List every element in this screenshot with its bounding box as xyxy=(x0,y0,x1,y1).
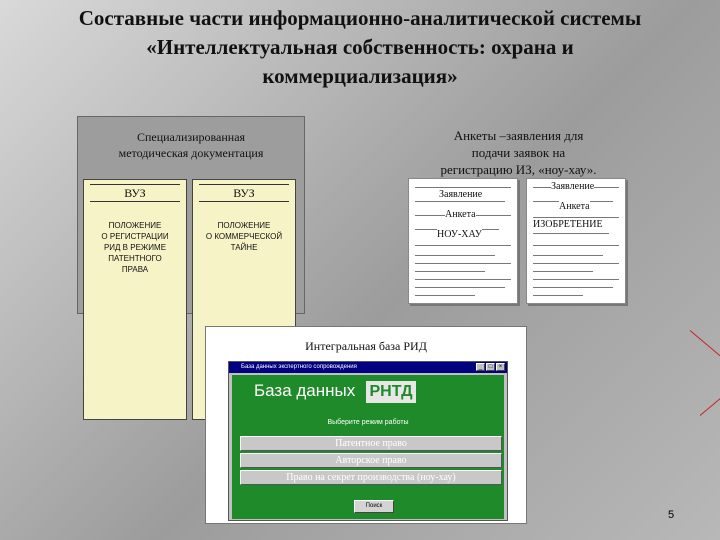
slide-title xyxy=(20,4,700,91)
documentation-panel xyxy=(77,116,305,314)
form-label-type: ИЗОБРЕТЕНИЕ xyxy=(533,219,603,230)
document-description-line: О КОММЕРЧЕСКОЙ xyxy=(205,232,283,241)
document-description-line: О РЕГИСТРАЦИИ xyxy=(101,232,169,241)
forms-title-line: подачи заявок на xyxy=(471,145,566,160)
documentation-title-line: методическая документация xyxy=(118,146,264,160)
mode-prompt: Выберите режим работы xyxy=(327,419,409,426)
document-university-label: ВУЗ xyxy=(199,184,289,202)
slide-title-line: коммерциализация» xyxy=(262,64,458,88)
document-regulation-patent[interactable] xyxy=(83,179,187,420)
document-description-line: ПРАВА xyxy=(121,265,149,274)
forms-panel-title xyxy=(406,127,631,178)
form-know-how[interactable] xyxy=(408,178,518,304)
database-badge: РНТД xyxy=(366,381,416,403)
database-main-area xyxy=(232,375,504,519)
forms-title-line: Анкеты –заявления для xyxy=(453,128,584,143)
form-label-type: НОУ-ХАУ xyxy=(437,229,482,240)
slide-title-line: «Интеллектуальная собственность: охрана и xyxy=(146,35,574,59)
mode-option-copyright[interactable]: Авторское право xyxy=(240,453,502,468)
document-description-line: ПОЛОЖЕНИЕ xyxy=(108,221,162,230)
mode-option-know-how[interactable]: Право на секрет производства (ноу-хау) xyxy=(240,470,502,485)
database-window xyxy=(228,361,508,521)
close-icon[interactable]: × xyxy=(496,363,505,371)
page-number: 5 xyxy=(668,509,675,521)
document-university-label: ВУЗ xyxy=(90,184,180,202)
document-description-line: ТАЙНЕ xyxy=(230,243,258,252)
document-description-line: РИД В РЕЖИМЕ xyxy=(103,243,167,252)
window-title: База данных экспертного сопровождения xyxy=(241,364,357,370)
mode-option-patent[interactable]: Патентное право xyxy=(240,436,502,451)
form-label-questionnaire: Анкета xyxy=(559,201,590,212)
maximize-icon[interactable]: □ xyxy=(486,363,495,371)
document-description-line: ПАТЕНТНОГО xyxy=(108,254,162,263)
form-label-questionnaire: Анкета xyxy=(445,209,476,220)
document-description-line: ПОЛОЖЕНИЕ xyxy=(217,221,271,230)
minimize-icon[interactable]: _ xyxy=(476,363,485,371)
window-titlebar xyxy=(229,362,507,373)
decorative-line xyxy=(690,330,720,356)
form-invention[interactable] xyxy=(526,178,626,304)
documentation-title-line: Специализированная xyxy=(136,130,246,144)
form-label-application: Заявление xyxy=(439,189,483,200)
forms-title-line: регистрацию ИЗ, «ноу-хау». xyxy=(440,162,597,177)
form-label-application: Заявление xyxy=(551,181,595,192)
document-description xyxy=(84,220,186,275)
document-description xyxy=(193,220,295,253)
slide-title-line: Составные части информационно-аналитической системы xyxy=(78,6,642,30)
decorative-line xyxy=(700,396,720,416)
database-panel xyxy=(205,326,527,524)
documentation-panel-title xyxy=(78,129,304,161)
search-button[interactable]: Поиск xyxy=(354,500,394,513)
database-panel-title: Интегральная база РИД xyxy=(305,339,427,353)
database-heading: База данных xyxy=(254,381,356,400)
